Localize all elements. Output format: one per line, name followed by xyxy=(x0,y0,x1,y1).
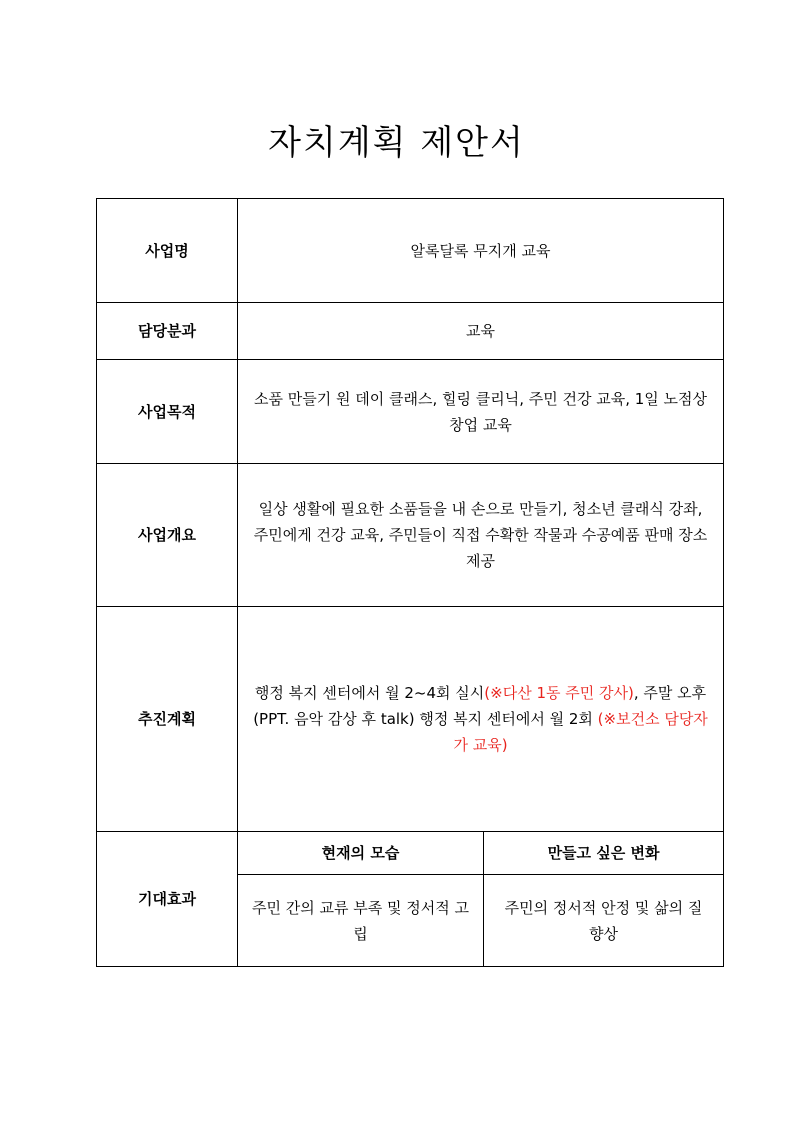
label-department: 담당분과 xyxy=(97,303,238,360)
row-overview xyxy=(97,464,724,607)
value-overview: 일상 생활에 필요한 소품들을 내 손으로 만들기, 청소년 클래식 강좌, 주민에게 건강 교육, 주민들이 직접 수확한 작물과 수공예품 판매 장소 제공 xyxy=(238,464,724,607)
label-effect: 기대효과 xyxy=(97,832,238,967)
label-overview: 사업개요 xyxy=(97,464,238,607)
plan-note-health-center: (※보건소 담당자가 교육) xyxy=(453,710,708,754)
plan-text-2: , 주말 오후 (PPT. 음악 감상 후 talk) 행정 복지 센터에서 월 2회 xyxy=(253,684,707,728)
value-current-state: 주민 간의 교류 부족 및 정서적 고립 xyxy=(238,875,484,967)
plan-note-instructor: (※다산 1동 주민 강사) xyxy=(484,684,634,702)
value-plan xyxy=(238,607,724,832)
label-project-name: 사업명 xyxy=(97,199,238,303)
row-effect-header xyxy=(97,832,724,875)
plan-text-1: 행정 복지 센터에서 월 2~4회 실시 xyxy=(254,684,485,702)
row-purpose xyxy=(97,360,724,464)
label-purpose: 사업목적 xyxy=(97,360,238,464)
header-desired-change: 만들고 싶은 변화 xyxy=(484,832,724,875)
header-current-state: 현재의 모습 xyxy=(238,832,484,875)
document-title: 자치계획 제안서 xyxy=(268,123,525,163)
row-department xyxy=(97,303,724,360)
proposal-table xyxy=(96,198,724,967)
value-purpose: 소품 만들기 원 데이 클래스, 힐링 클리닉, 주민 건강 교육, 1일 노점상 창업 교육 xyxy=(238,360,724,464)
value-project-name: 알록달록 무지개 교육 xyxy=(238,199,724,303)
row-plan xyxy=(97,607,724,832)
value-department: 교육 xyxy=(238,303,724,360)
label-plan: 추진계획 xyxy=(97,607,238,832)
row-project-name xyxy=(97,199,724,303)
value-desired-change: 주민의 정서적 안정 및 삶의 질 향상 xyxy=(484,875,724,967)
